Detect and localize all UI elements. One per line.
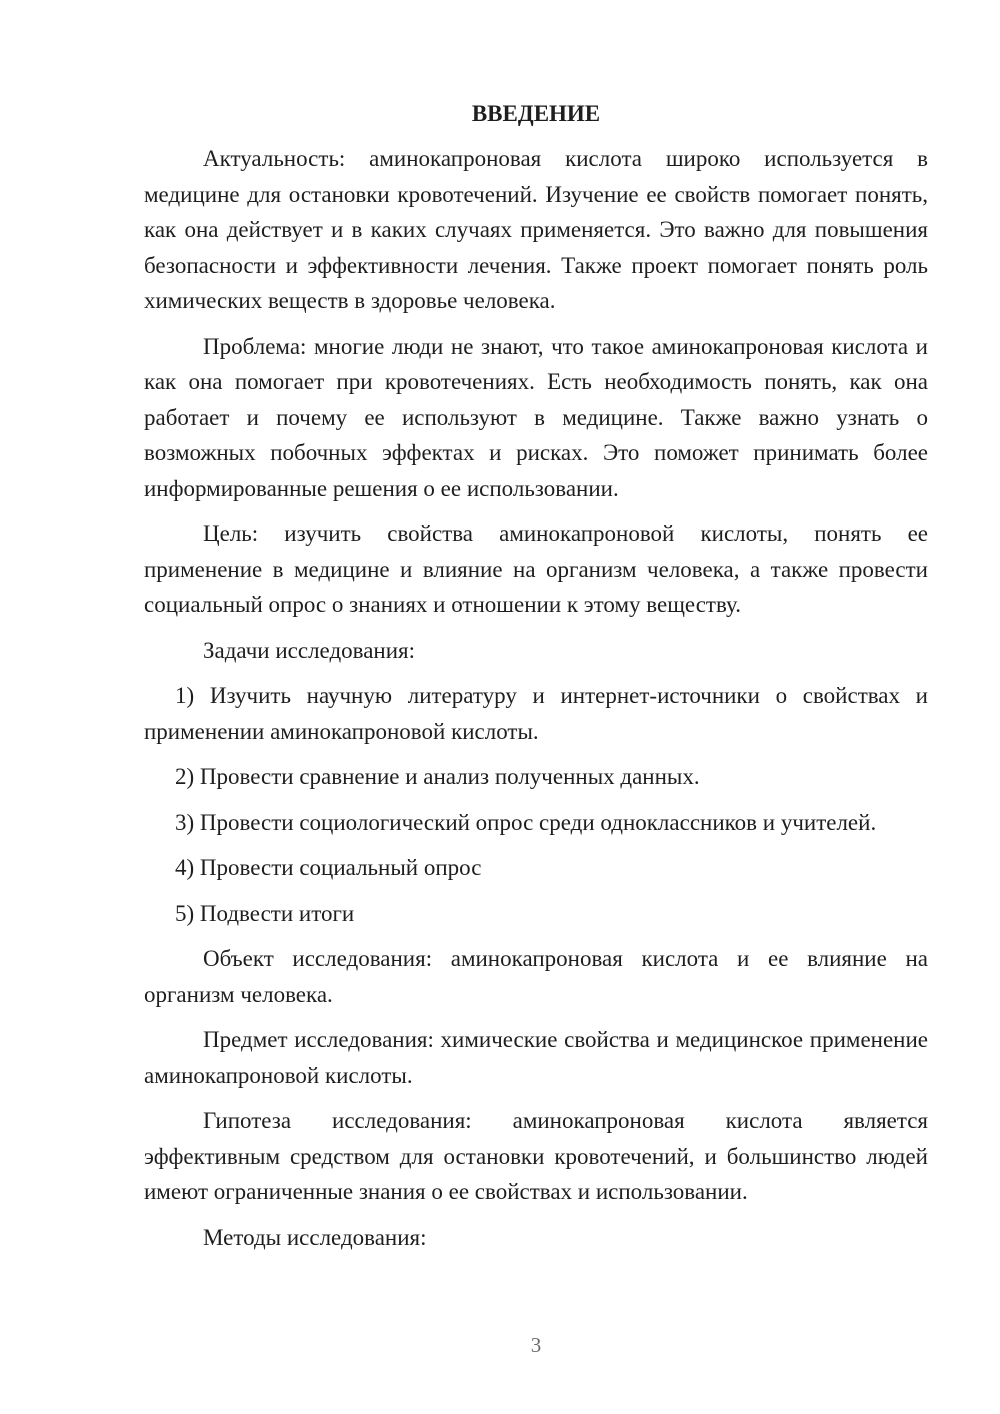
task-item-4: 4) Провести социальный опрос [175,855,482,880]
paragraph-relevance: Актуальность: аминокапроновая кислота широко используется в медицине для остановки кровотечений. Изучение ее свойств помогает понять, как она действует и в каких случаях применяется. Это важно для повышения безопасности и эффективности лечения. Также проект помогает понять роль химических веществ в здоровье человека. [144,146,928,313]
task-item-3: 3) Провести социологический опрос среди одноклассников и учителей. [175,809,877,835]
paragraph-subject: Предмет исследования: химические свойства и медицинское применение аминокапроновой кислоты. [144,1027,928,1088]
page-content [144,96,928,1265]
paragraph-object: Объект исследования: аминокапроновая кислота и ее влияние на организм человека. [144,946,928,1007]
paragraph-problem: Проблема: многие люди не знают, что такое аминокапроновая кислота и как она помогает при кровотечениях. Есть необходимость понять, как она работает и почему ее используют в медицине. Также важно узнать о возможных побочных эффектах и рисках. Это поможет принимать более информированные решения о ее использовании. [144,333,928,501]
tasks-heading: Задачи исследования: [203,637,416,663]
paragraph-hypothesis: Гипотеза исследования: аминокапроновая кислота является эффективным средством для остановки кровотечений, и большинство людей имеют ограниченные знания о ее свойствах и использовании. [144,1108,928,1204]
section-title: ВВЕДЕНИЕ [471,101,601,126]
task-item-2: 2) Провести сравнение и анализ полученных данных. [175,764,700,789]
paragraph-goal: Цель: изучить свойства аминокапроновой кислоты, понять ее применение в медицине и влияние на организм человека, а также провести социальный опрос о знаниях и отношении к этому веществу. [144,521,928,617]
methods-heading: Методы исследования: [203,1224,427,1250]
task-item-5: 5) Подвести итоги [175,900,355,926]
page-number: 3 [530,1333,542,1357]
task-item-1: 1) Изучить научную литературу и интернет-источники о свойствах и применении аминокапроновой кислоты. [144,683,928,744]
